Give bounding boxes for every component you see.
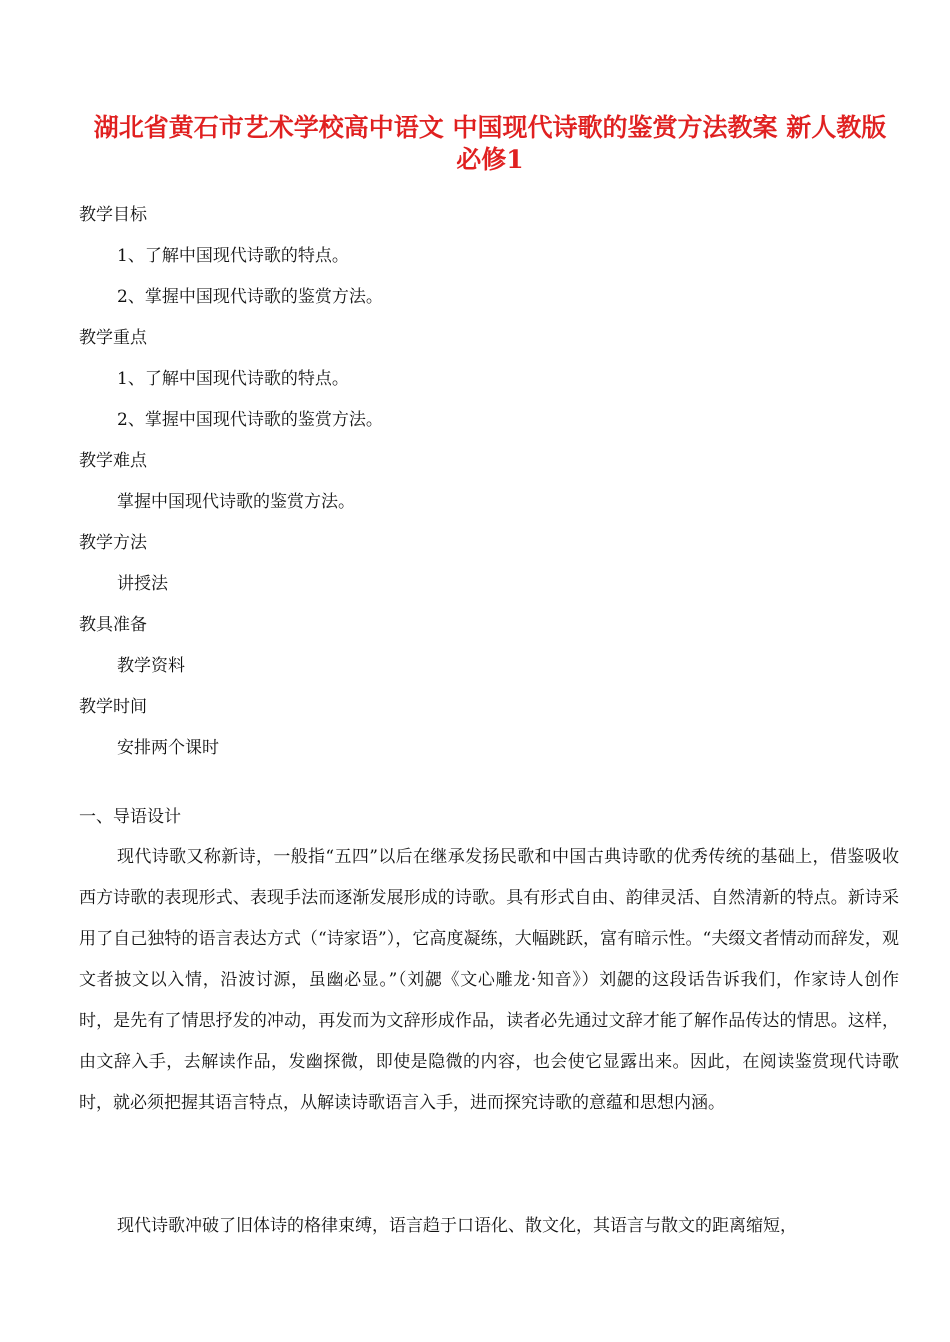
tools-heading: 教具准备 xyxy=(79,615,147,635)
method-heading: 教学方法 xyxy=(79,533,147,553)
goal-item-1: 1、了解中国现代诗歌的特点。 xyxy=(117,246,349,266)
tools-item: 教学资料 xyxy=(117,656,185,676)
difficulty-heading: 教学难点 xyxy=(79,451,147,471)
title-line-2: 必修1 xyxy=(456,145,524,174)
intro-paragraph-2: 现代诗歌冲破了旧体诗的格律束缚，语言趋于口语化、散文化，其语言与散文的距离缩短， xyxy=(117,1216,797,1236)
key-item-1: 1、了解中国现代诗歌的特点。 xyxy=(117,369,349,389)
intro-paragraph-1: 现代诗歌又称新诗，一般指“五四”以后在继承发扬民歌和中国古典诗歌的优秀传统的基础上，借鉴吸收西方诗歌的表现形式、表现手法而逐渐发展形成的诗歌。具有形式自由、韵律灵活、自然清新的特点。新诗采用了自己独特的语言表达方式（“诗家语”），它高度凝练，大幅跳跃，富有暗示性。“夫缀文者情动而辞发，观文者披文以入情，沿波讨源，虽幽必显。”（刘勰《文心雕龙·知音》）刘勰的这段话告诉我们，作家诗人创作时，是先有了情思抒发的冲动，再发而为文辞形成作品，读者必先通过文辞才能了解作品传达的情思。这样，由文辞入手，去解读作品，发幽探微，即使是隐微的内容，也会使它显露出来。因此，在阅读鉴赏现代诗歌时，就必须把握其语言特点，从解读诗歌语言入手，进而探究诗歌的意蕴和思想内涵。 xyxy=(79,847,899,1113)
document-title xyxy=(70,112,910,176)
method-item: 讲授法 xyxy=(117,574,168,594)
time-heading: 教学时间 xyxy=(79,697,147,717)
key-heading: 教学重点 xyxy=(79,328,147,348)
difficulty-item: 掌握中国现代诗歌的鉴赏方法。 xyxy=(117,492,355,512)
time-item: 安排两个课时 xyxy=(117,738,219,758)
intro-heading: 一、导语设计 xyxy=(79,807,181,827)
goals-heading: 教学目标 xyxy=(79,205,147,225)
title-line-1: 湖北省黄石市艺术学校高中语文 中国现代诗歌的鉴赏方法教案 新人教版 xyxy=(93,113,887,142)
key-item-2: 2、掌握中国现代诗歌的鉴赏方法。 xyxy=(117,410,383,430)
goal-item-2: 2、掌握中国现代诗歌的鉴赏方法。 xyxy=(117,287,383,307)
